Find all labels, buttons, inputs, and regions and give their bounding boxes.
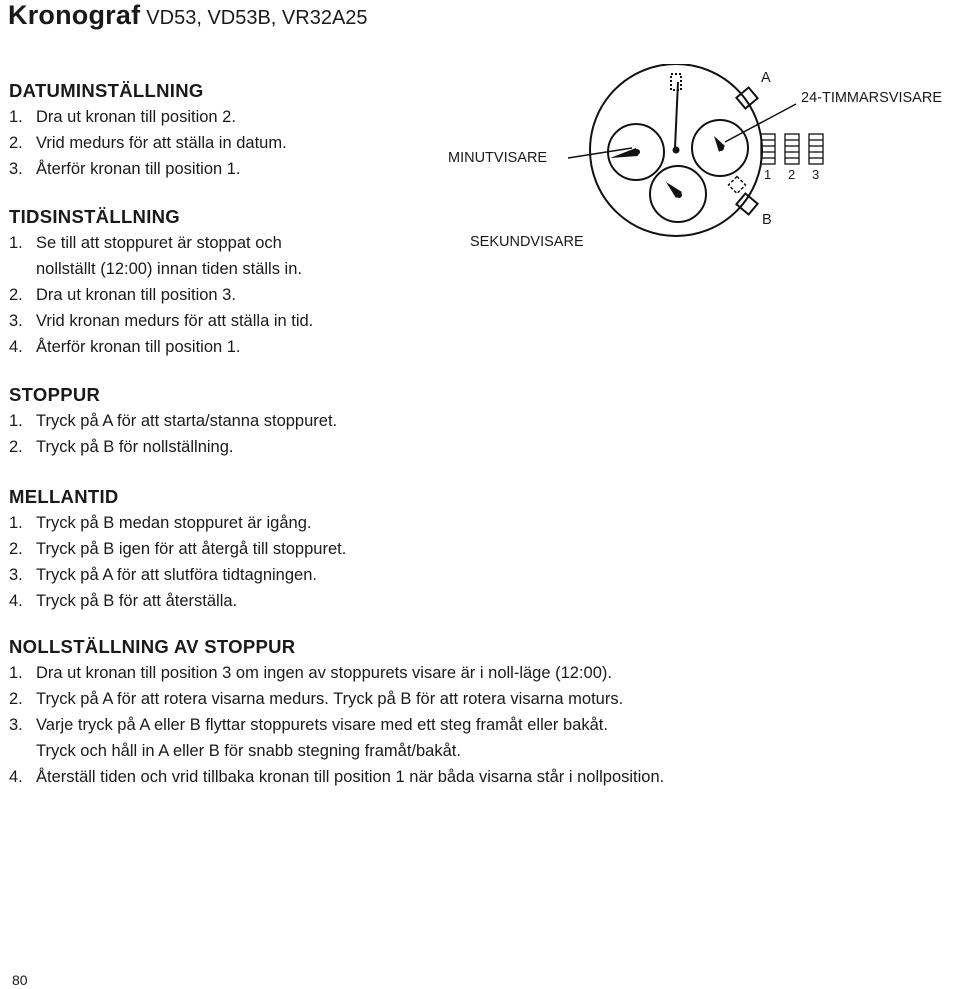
page-number: 80 <box>12 972 28 988</box>
step-text: Återställ tiden och vrid tillbaka kronan till position 1 när båda visarna står i nollposition. <box>36 768 665 786</box>
section-tidsinstallning <box>9 204 313 360</box>
label-button-b: B <box>762 212 772 228</box>
label-24-timmarsvisare: 24-TIMMARSVISARE <box>801 90 942 106</box>
label-minutvisare: MINUTVISARE <box>448 150 548 166</box>
step-item <box>9 686 664 712</box>
step-number: 3. <box>9 716 23 734</box>
step-number: 1. <box>9 514 23 532</box>
step-item <box>9 510 346 536</box>
step-text: Tryck på B för nollställning. <box>36 438 234 456</box>
step-text: Dra ut kronan till position 2. <box>36 108 236 126</box>
section-stoppur <box>9 382 337 460</box>
section-heading: STOPPUR <box>9 384 101 405</box>
step-item <box>9 408 337 434</box>
step-text: Tryck på B för att återställa. <box>36 592 238 610</box>
step-number: 4. <box>9 592 23 610</box>
step-item <box>9 562 346 588</box>
step-number: 2. <box>9 540 23 558</box>
step-text: Vrid medurs för att ställa in datum. <box>36 134 287 152</box>
step-text: Tryck på A för att slutföra tidtagningen. <box>36 566 317 584</box>
step-list <box>9 510 346 614</box>
step-text: Tryck på A för att starta/stanna stoppuret. <box>36 412 338 430</box>
step-text: Vrid kronan medurs för att ställa in tid. <box>36 312 314 330</box>
step-item <box>9 660 664 686</box>
section-nollstallning-av-stoppur <box>9 634 664 790</box>
label-button-a: A <box>761 70 771 86</box>
step-number: 3. <box>9 312 23 330</box>
crown-position-2: 2 <box>788 167 796 182</box>
step-text: Återför kronan till position 1. <box>36 160 241 178</box>
section-heading: DATUMINSTÄLLNING <box>9 80 204 101</box>
section-datuminstallning <box>9 78 287 182</box>
section-heading: TIDSINSTÄLLNING <box>9 206 180 227</box>
step-item <box>9 156 287 182</box>
step-number: 1. <box>9 234 23 252</box>
main-hand <box>675 82 678 148</box>
step-list <box>9 660 664 790</box>
step-number: 2. <box>9 286 23 304</box>
step-item <box>9 130 287 156</box>
section-heading: MELLANTID <box>9 486 119 507</box>
step-text: Dra ut kronan till position 3 om ingen av stoppurets visare är i noll-läge (12:00). <box>36 664 612 682</box>
label-sekundvisare: SEKUNDVISARE <box>470 234 584 250</box>
step-number: 4. <box>9 768 23 786</box>
step-text: Se till att stoppuret är stoppat och <box>36 234 282 252</box>
step-item <box>9 308 313 334</box>
step-number: 2. <box>9 690 23 708</box>
step-number: 1. <box>9 108 23 126</box>
step-number: 2. <box>9 438 23 456</box>
crown-position-3: 3 <box>812 167 820 182</box>
step-item <box>9 104 287 130</box>
step-text: Tryck på B igen för att återgå till stoppuret. <box>36 540 347 558</box>
pusher-b <box>736 193 757 214</box>
title-main: Kronograf <box>8 0 141 30</box>
step-text: Återför kronan till position 1. <box>36 338 241 356</box>
step-text-continued: Tryck och håll in A eller B för snabb stegning framåt/bakåt. <box>36 742 461 760</box>
step-item <box>9 334 313 360</box>
step-item <box>9 434 337 460</box>
crown-blocks <box>761 134 823 164</box>
step-number: 3. <box>9 566 23 584</box>
crown-position-1: 1 <box>764 167 772 182</box>
step-item <box>9 536 346 562</box>
step-item <box>9 282 313 308</box>
step-text-continued: nollställt (12:00) innan tiden ställs in. <box>36 260 302 278</box>
step-text: Varje tryck på A eller B flyttar stoppurets visare med ett steg framåt eller bakåt. <box>36 716 608 734</box>
date-window <box>729 177 746 194</box>
twelve-marker <box>671 74 681 90</box>
step-list <box>9 104 287 182</box>
step-text: Dra ut kronan till position 3. <box>36 286 236 304</box>
step-item <box>9 764 664 790</box>
step-item <box>9 712 664 764</box>
step-number: 3. <box>9 160 23 178</box>
step-number: 1. <box>9 664 23 682</box>
section-mellantid <box>9 484 346 614</box>
step-number: 4. <box>9 338 23 356</box>
step-list <box>9 230 313 360</box>
step-number: 1. <box>9 412 23 430</box>
section-heading: NOLLSTÄLLNING AV STOPPUR <box>9 636 296 657</box>
step-list <box>9 408 337 460</box>
step-item <box>9 230 313 282</box>
page-title <box>8 0 368 31</box>
watch-diagram <box>440 64 960 304</box>
step-item <box>9 588 346 614</box>
step-number: 2. <box>9 134 23 152</box>
step-text: Tryck på A för att rotera visarna medurs. Tryck på B för att rotera visarna moturs. <box>36 690 624 708</box>
title-models: VD53, VD53B, VR32A25 <box>146 7 368 29</box>
step-text: Tryck på B medan stoppuret är igång. <box>36 514 312 532</box>
